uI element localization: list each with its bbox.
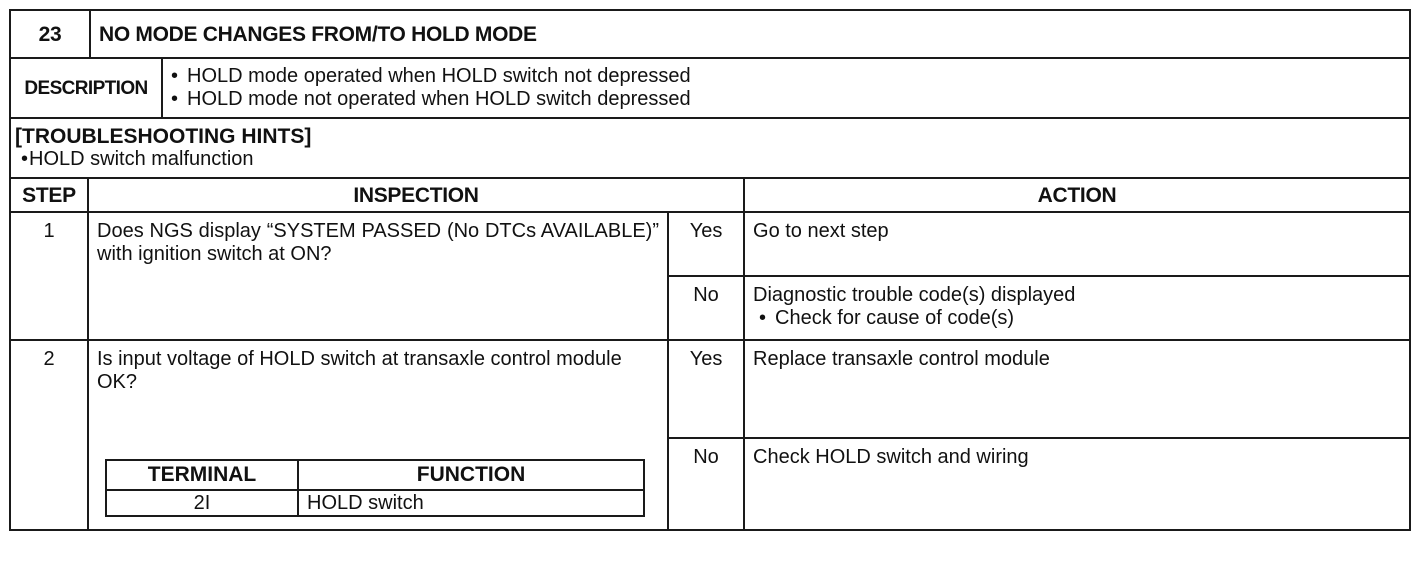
yes-label: Yes xyxy=(668,212,744,276)
description-content xyxy=(162,58,1410,118)
column-header-action: ACTION xyxy=(744,178,1410,212)
function-header: FUNCTION xyxy=(298,460,644,490)
steps-table xyxy=(9,177,1411,531)
no-action xyxy=(744,276,1410,340)
troubleshooting-page xyxy=(9,9,1411,531)
column-header-step: STEP xyxy=(10,178,88,212)
step-number: 2 xyxy=(10,340,88,530)
function-cell: HOLD switch xyxy=(298,490,644,516)
step-inspection: Is input voltage of HOLD switch at transaxle control module OK? xyxy=(97,348,622,393)
yes-action: Replace transaxle control module xyxy=(744,340,1410,438)
table-row xyxy=(10,212,1410,276)
step-inspection: Does NGS display “SYSTEM PASSED (No DTCs AVAILABLE)” with ignition switch at ON? xyxy=(88,212,668,340)
hints-title: [TROUBLESHOOTING HINTS] xyxy=(15,125,312,148)
yes-action: Go to next step xyxy=(744,212,1410,276)
yes-label: Yes xyxy=(668,340,744,438)
procedure-title: NO MODE CHANGES FROM/TO HOLD MODE xyxy=(90,10,1410,58)
no-action-item: • Check for cause of code(s) xyxy=(753,307,1401,330)
description-table xyxy=(9,57,1411,119)
table-row xyxy=(106,490,644,516)
procedure-number: 23 xyxy=(10,10,90,58)
header-table xyxy=(9,9,1411,59)
table-row xyxy=(10,340,1410,438)
hints-cell xyxy=(10,118,1410,178)
terminal-header: TERMINAL xyxy=(106,460,298,490)
hints-item: • HOLD switch malfunction xyxy=(15,148,1409,171)
no-action: Check HOLD switch and wiring xyxy=(744,438,1410,530)
description-item: • HOLD mode not operated when HOLD switch depressed xyxy=(165,88,1409,111)
step-inspection-cell xyxy=(88,340,668,530)
hints-table xyxy=(9,117,1411,179)
column-header-inspection: INSPECTION xyxy=(88,178,744,212)
description-label: DESCRIPTION xyxy=(10,58,162,118)
no-action-text: Diagnostic trouble code(s) displayed xyxy=(753,284,1076,306)
no-label: No xyxy=(668,438,744,530)
terminal-table xyxy=(105,459,645,517)
step-number: 1 xyxy=(10,212,88,340)
no-label: No xyxy=(668,276,744,340)
terminal-cell: 2I xyxy=(106,490,298,516)
description-item: • HOLD mode operated when HOLD switch not depressed xyxy=(165,65,1409,88)
